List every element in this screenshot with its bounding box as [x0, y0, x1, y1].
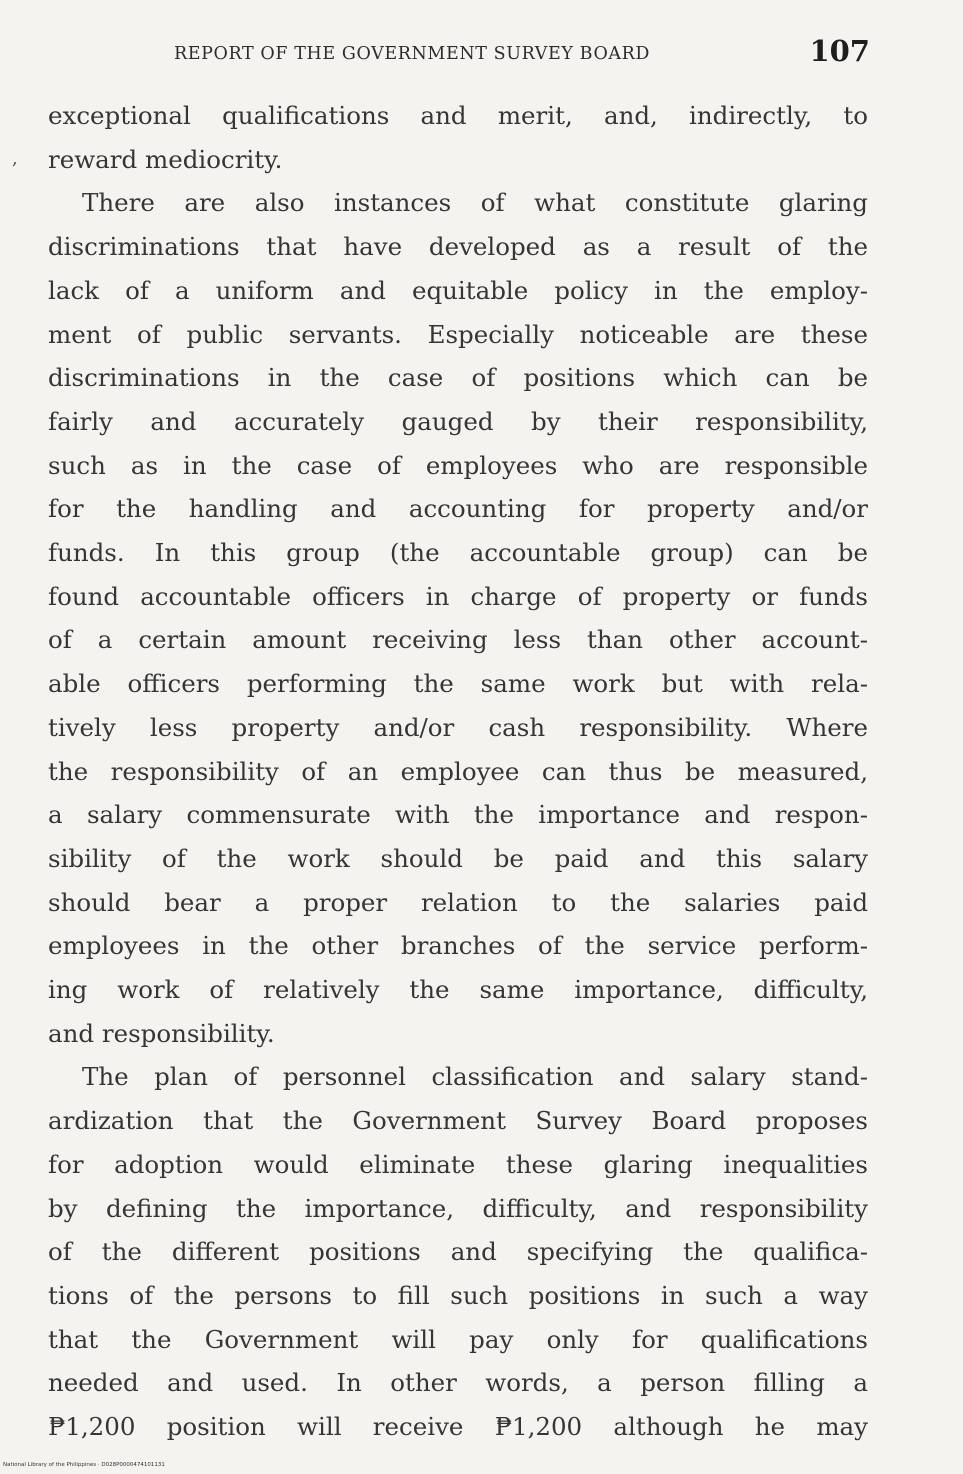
text-line: discriminations in the case of positions which can be — [48, 363, 868, 393]
running-title: REPORT OF THE GOVERNMENT SURVEY BOARD — [174, 44, 651, 64]
text-line: such as in the case of employees who are responsible — [48, 450, 868, 480]
text-line: for adoption would eliminate these glaring inequalities — [48, 1149, 868, 1179]
text-line: discriminations that have developed as a result of the — [48, 232, 868, 262]
text-line: ing work of relatively the same importance, difficulty, — [48, 975, 868, 1005]
running-head — [100, 36, 870, 76]
text-line: the responsibility of an employee can thus be measured, — [48, 756, 868, 786]
text-line: employees in the other branches of the service perform- — [48, 931, 868, 961]
text-line: needed and used. In other words, a person filling a — [48, 1368, 868, 1398]
text-line: exceptional qualifications and merit, and, indirectly, to — [48, 101, 868, 130]
text-line: should bear a proper relation to the salaries paid — [48, 887, 868, 917]
stray-mark: , — [12, 148, 18, 169]
text-line: fairly and accurately gauged by their responsibility, — [48, 406, 868, 436]
paragraph-first-line: There are also instances of what constitute glaring — [82, 188, 868, 218]
text-line: sibility of the work should be paid and this salary — [48, 843, 868, 873]
text-line: and responsibility. — [48, 1018, 275, 1048]
body-text — [48, 94, 868, 1449]
text-line: that the Government will pay only for qualifications — [48, 1324, 868, 1354]
paragraph-first-line: The plan of personnel classification and salary stand- — [82, 1062, 868, 1092]
text-line: reward mediocrity. — [48, 144, 283, 174]
text-line: by defining the importance, difficulty, and responsibility — [48, 1193, 868, 1223]
page-number: 107 — [809, 34, 870, 68]
text-line: for the handling and accounting for property and/or — [48, 494, 868, 524]
text-line: tions of the persons to fill such positions in such a way — [48, 1280, 868, 1310]
text-line: tively less property and/or cash responsibility. Where — [48, 712, 868, 742]
text-line: lack of a uniform and equitable policy in the employ- — [48, 275, 868, 305]
text-line: of a certain amount receiving less than other account- — [48, 625, 868, 655]
text-line: ment of public servants. Especially noticeable are these — [48, 319, 868, 349]
text-line: able officers performing the same work but with rela- — [48, 669, 868, 699]
text-line: funds. In this group (the accountable group) can be — [48, 538, 868, 568]
text-line: a salary commensurate with the importance and respon- — [48, 800, 868, 830]
text-line: ₱1,200 position will receive ₱1,200 although he may — [48, 1412, 868, 1442]
text-line: of the different positions and specifying the qualifica- — [48, 1237, 868, 1267]
text-line: found accountable officers in charge of property or funds — [48, 581, 868, 611]
text-line: ardization that the Government Survey Board proposes — [48, 1106, 868, 1136]
footer-note: National Library of the Philippines · D028P0000474101131 — [3, 1462, 165, 1468]
